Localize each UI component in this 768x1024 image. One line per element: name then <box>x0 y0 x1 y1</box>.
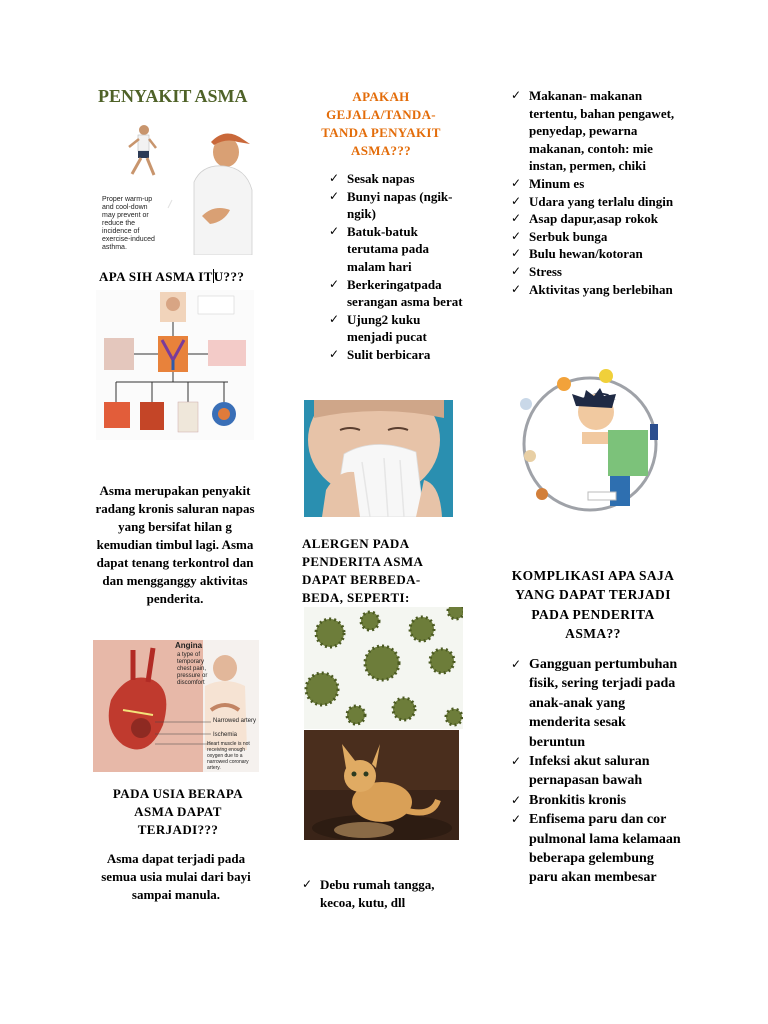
check-mark-icon: ✓ <box>511 754 522 769</box>
list-item: ✓ Bronkitis kronis <box>509 791 681 810</box>
allergen-heading: ALERGEN PADA PENDERITA ASMA DAPAT BERBEDA-BEDA, SEPERTI: <box>302 536 423 605</box>
check-mark-icon: ✓ <box>511 246 522 261</box>
angina-desc: a type of temporary chest pain, pressure or discomfort <box>177 652 208 686</box>
check-mark-icon: ✓ <box>511 812 522 827</box>
heart-muscle-label: Heart muscle is not receiving enough oxygen due to a narrowed coronary artery. <box>207 741 250 771</box>
pollen-illustration <box>304 607 463 729</box>
complications-list <box>509 655 681 888</box>
allergen-list <box>300 876 460 911</box>
list-item: ✓ Sulit berbicara <box>329 346 431 362</box>
exercise-asthma-image <box>98 120 256 255</box>
respiratory-diagram-image <box>96 290 254 440</box>
what-is-asthma-heading: APA SIH ASMA ITU??? <box>99 269 245 284</box>
angina-image <box>93 640 259 772</box>
list-item: ✓ Minum es <box>511 175 585 191</box>
boy-inhaler-image <box>512 364 668 521</box>
symptoms-heading: APAKAH GEJALA/TANDA-TANDA PENYAKIT ASMA??? <box>321 89 441 158</box>
check-mark-icon: ✓ <box>511 263 522 278</box>
list-item: ✓ Sesak napas <box>329 171 415 186</box>
check-mark-icon: ✓ <box>329 276 340 291</box>
check-mark-icon: ✓ <box>511 792 522 807</box>
symptoms-list <box>327 170 469 364</box>
sneezing-illustration <box>304 400 453 517</box>
list-item: ✓ Serbuk bunga <box>511 228 608 244</box>
list-item: ✓ Stress <box>511 263 562 279</box>
narrowed-artery-label: Narrowed artery <box>213 718 257 724</box>
check-mark-icon: ✓ <box>329 171 340 185</box>
list-item: ✓ Makanan- makanan tertentu, bahan pengawet, penyedap, pewarna makanan, contoh: mie instan, permen, chiki <box>511 88 675 174</box>
boy-inhaler-illustration <box>512 364 668 521</box>
check-mark-icon: ✓ <box>511 193 522 208</box>
check-mark-icon: ✓ <box>511 175 522 190</box>
list-item: ✓ Infeksi akut saluran pernapasan bawah <box>511 754 650 789</box>
check-mark-icon: ✓ <box>511 228 522 243</box>
exercise-caption: Proper warm-up and cool-down may prevent or reduce the incidence of exercise-induced asthma. <box>102 196 155 251</box>
check-mark-icon: ✓ <box>511 657 522 671</box>
pollen-image <box>304 607 463 729</box>
list-item: ✓ Udara yang terlalu dingin <box>511 193 674 209</box>
triggers-list <box>509 87 679 298</box>
cat-photo <box>304 730 459 840</box>
ischemia-label: Ischemia <box>213 732 238 738</box>
list-item: ✓ Berkeringatpada serangan asma berat <box>329 276 463 310</box>
list-item: ✓ Bunyi napas (ngik-ngik) <box>329 188 453 222</box>
age-text: Asma dapat terjadi pada semua usia mulai dari bayi sampai manula. <box>101 851 251 902</box>
check-mark-icon: ✓ <box>329 188 340 203</box>
cat-illustration <box>304 730 459 840</box>
complications-heading: KOMPLIKASI APA SAJA YANG DAPAT TERJADI PADA PENDERITA ASMA?? <box>511 568 675 642</box>
check-mark-icon: ✓ <box>511 211 522 226</box>
check-mark-icon: ✓ <box>511 88 522 102</box>
list-item: ✓ Asap dapur,asap rokok <box>511 211 658 227</box>
list-item: ✓ Gangguan pertumbuhan fisik, sering terjadi pada anak-anak yang menderita sesak beruntun <box>511 657 678 750</box>
check-mark-icon: ✓ <box>511 281 522 296</box>
list-item: ✓ Batuk-batuk terutama pada malam hari <box>329 223 429 274</box>
asthma-definition: Asma merupakan penyakit radang kronis saluran napas yang bersifat hilan g kemudian timbul lagi. Asma dapat tenang terkontrol dan dan mengganggy aktivitas penderita. <box>95 483 255 606</box>
list-item: ✓ Ujung2 kuku menjadi pucat <box>329 311 427 345</box>
page-title: PENYAKIT ASMA <box>98 86 248 106</box>
list-item: ✓ Aktivitas yang berlebihan <box>511 281 673 297</box>
check-mark-icon: ✓ <box>329 223 340 238</box>
list-item: ✓ Bulu hewan/kotoran <box>511 246 643 262</box>
sneezing-photo <box>304 400 453 517</box>
check-mark-icon: ✓ <box>329 311 340 326</box>
age-heading: PADA USIA BERAPA ASMA DAPAT TERJADI??? <box>112 786 244 837</box>
list-item: ✓ Debu rumah tangga, kecoa, kutu, dll <box>302 877 435 910</box>
check-mark-icon: ✓ <box>302 877 313 891</box>
angina-label: Angina <box>175 641 203 650</box>
respiratory-diagram <box>96 290 254 440</box>
check-mark-icon: ✓ <box>329 346 340 361</box>
list-item: ✓ Enfisema paru dan cor pulmonal lama kelamaan beberapa gelembung paru akan membesar <box>511 812 681 886</box>
